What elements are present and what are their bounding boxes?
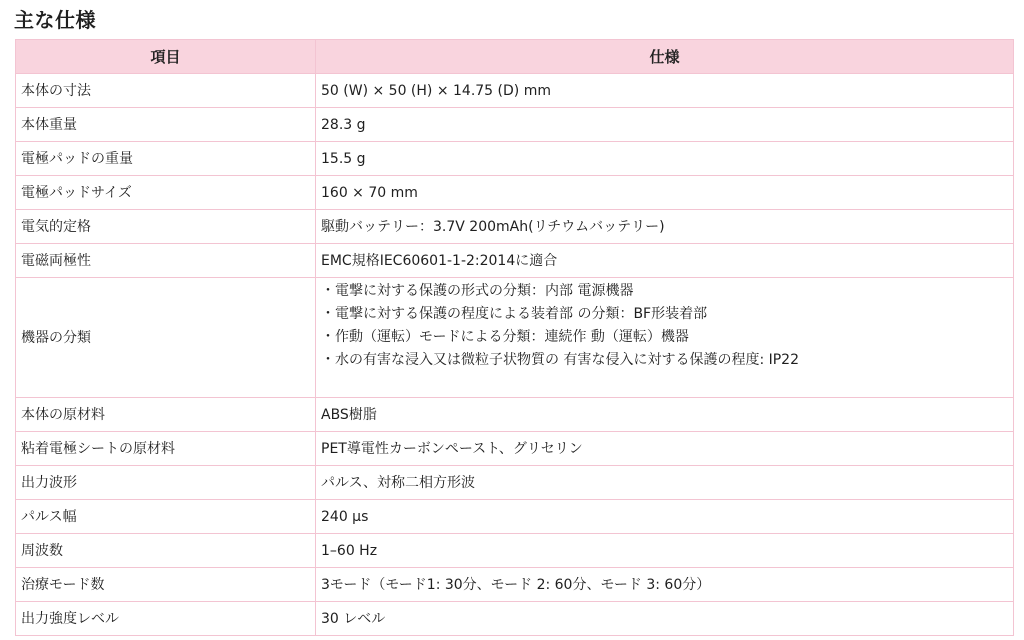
row-label: 出力強度レベル [16,602,316,636]
row-value: PET導電性カーボンペースト、グリセリン [316,432,1014,466]
classification-line: ・電撃に対する保護の形式の分類：内部 電源機器 [321,283,634,299]
row-label: 本体の寸法 [16,74,316,108]
row-value: 30 レベル [316,602,1014,636]
table-row [16,602,1014,636]
row-value: 28.3 g [316,108,1014,142]
table-row [16,176,1014,210]
header-spec: 仕様 [316,40,1014,74]
table-row [16,534,1014,568]
row-label: 電極パッドの重量 [16,142,316,176]
row-label: 電極パッドサイズ [16,176,316,210]
row-value: EMC規格IEC60601-1-2:2014に適合 [316,244,1014,278]
table-row [16,500,1014,534]
row-value: パルス、対称二相方形波 [316,466,1014,500]
header-item: 項目 [16,40,316,74]
row-label: 機器の分類 [16,278,316,398]
table-row [16,108,1014,142]
row-value: 駆動バッテリー：3.7V 200mAh(リチウムバッテリー) [316,210,1014,244]
row-label: 出力波形 [16,466,316,500]
classification-line: ・水の有害な浸入又は微粒子状物質の 有害な侵入に対する保護の程度: IP22 [321,352,800,368]
row-label: 本体の原材料 [16,398,316,432]
row-label: パルス幅 [16,500,316,534]
spec-table [15,39,1014,636]
row-label: 本体重量 [16,108,316,142]
table-row [16,466,1014,500]
row-value: 1–60 Hz [316,534,1014,568]
table-row [16,74,1014,108]
row-value: 3モード（モード1: 30分、モード 2: 60分、モード 3: 60分） [316,568,1014,602]
table-row [16,142,1014,176]
table-row [16,244,1014,278]
row-label: 治療モード数 [16,568,316,602]
table-row [16,568,1014,602]
classification-line: ・作動（運転）モードによる分類：連続作 動（運転）機器 [321,329,689,345]
row-value-list [316,278,1014,398]
table-header-row [16,40,1014,74]
table-row [16,398,1014,432]
row-label: 粘着電極シートの原材料 [16,432,316,466]
page-title: 主な仕様 [14,8,96,32]
table-row [16,432,1014,466]
table-row [16,210,1014,244]
row-value: ABS樹脂 [316,398,1014,432]
row-value: 160 × 70 mm [316,176,1014,210]
row-label: 周波数 [16,534,316,568]
row-value: 50 (W) × 50 (H) × 14.75 (D) mm [316,74,1014,108]
row-value: 240 µs [316,500,1014,534]
row-label: 電磁両極性 [16,244,316,278]
table-row [16,278,1014,398]
row-label: 電気的定格 [16,210,316,244]
classification-line: ・電撃に対する保護の程度による装着部 の分類：BF形装着部 [321,306,708,322]
row-value: 15.5 g [316,142,1014,176]
